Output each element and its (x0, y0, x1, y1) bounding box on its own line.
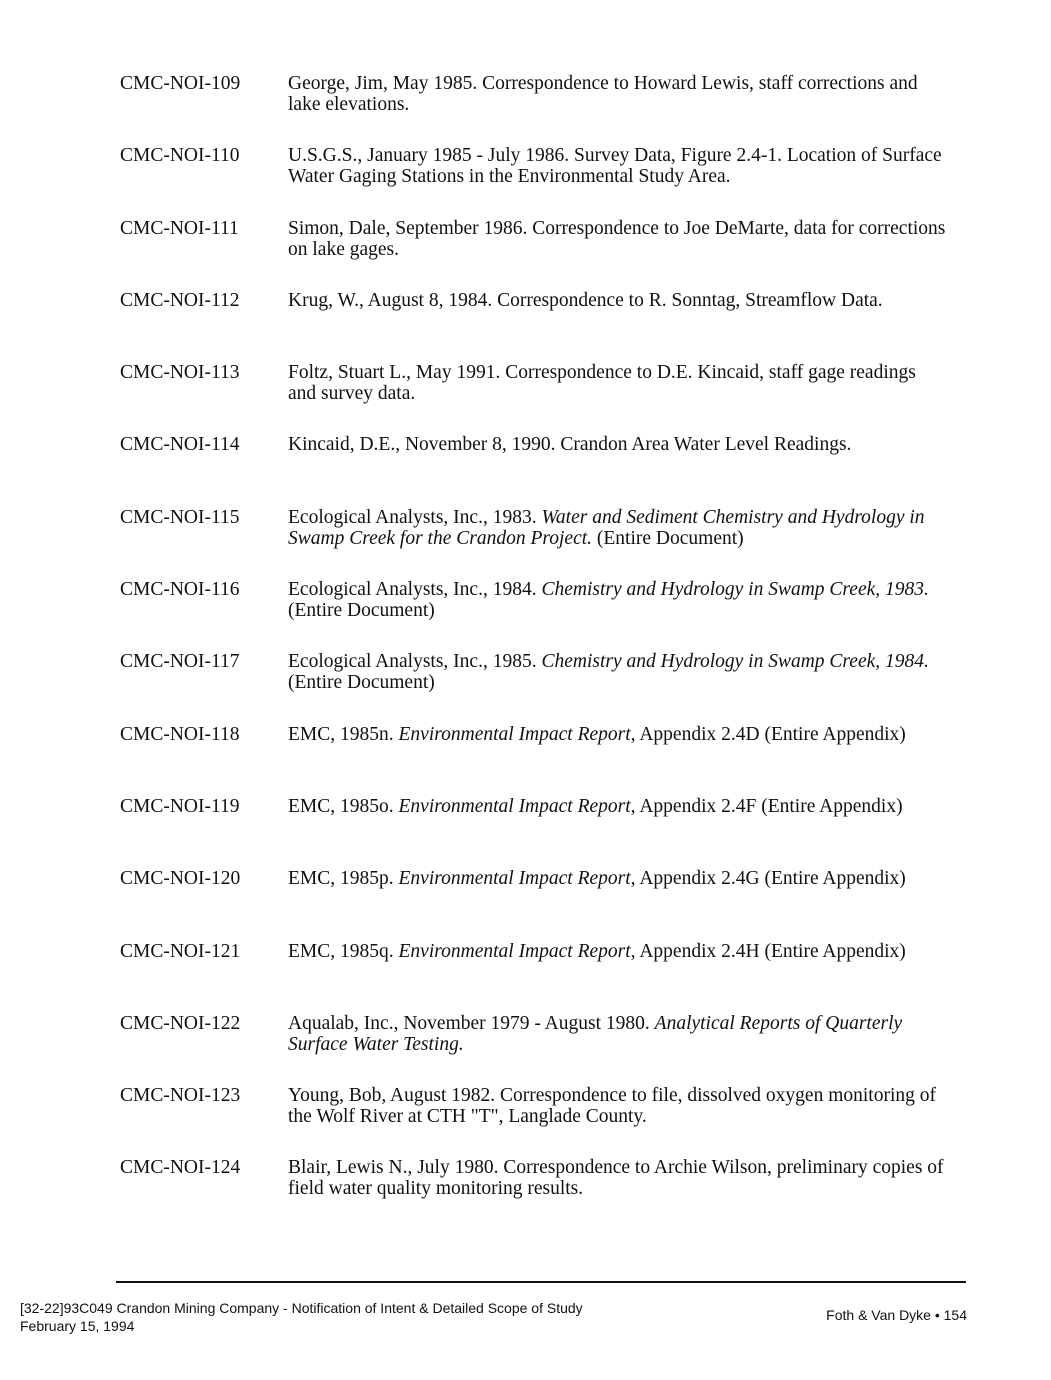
reference-title: Chemistry and Hydrology in Swamp Creek, 1983. (541, 579, 929, 601)
reference-code: CMC-NOI-115 (120, 506, 240, 528)
reference-code: CMC-NOI-109 (120, 73, 241, 94)
reference-code: CMC-NOI-121 (120, 940, 241, 962)
footer-firm-page: Foth & Van Dyke • 154 (826, 1307, 967, 1323)
reference-entry (0, 717, 1051, 789)
reference-text: Krug, W., August 8, 1984. Correspondence to R. Sonntag, Streamflow Data. (288, 289, 883, 311)
reference-entry (0, 1078, 1051, 1150)
reference-description (288, 651, 948, 693)
reference-text: Kincaid, D.E., November 8, 1990. Crandon Area Water Level Readings. (288, 434, 852, 456)
reference-entry (0, 644, 1051, 716)
reference-text: U.S.G.S., January 1985 - July 1986. Survey Data, Figure 2.4-1. Location of Surface Water Gaging Stations in the Environmental Study Area. (288, 145, 942, 188)
reference-title: Environmental Impact Report (398, 795, 631, 817)
reference-entry (0, 934, 1051, 1006)
reference-code: CMC-NOI-123 (120, 1085, 241, 1107)
reference-code: CMC-NOI-118 (120, 723, 240, 745)
reference-description (288, 1085, 948, 1127)
footer-rule (116, 1281, 966, 1283)
reference-title: Analytical Reports of Quarterly Surface Water Testing. (288, 1012, 903, 1055)
reference-entry (0, 211, 1051, 283)
reference-text: Ecological Analysts, Inc., 1984. (288, 579, 542, 601)
reference-text: , Appendix 2.4D (Entire Appendix) (630, 723, 906, 745)
reference-description (288, 579, 948, 621)
reference-text: EMC, 1985o. (288, 795, 399, 817)
reference-entry (0, 861, 1051, 933)
reference-description (288, 145, 948, 187)
reference-code: CMC-NOI-119 (120, 795, 240, 817)
reference-text: , Appendix 2.4H (Entire Appendix) (630, 940, 906, 962)
reference-description (288, 362, 948, 404)
reference-description (288, 73, 948, 115)
reference-code: CMC-NOI-124 (120, 1157, 241, 1179)
reference-description (288, 1013, 948, 1055)
reference-entry (0, 1150, 1051, 1222)
reference-text: Blair, Lewis N., July 1980. Correspondence to Archie Wilson, preliminary copies of field water quality monitoring results. (288, 1157, 944, 1200)
reference-text: EMC, 1985p. (288, 868, 399, 890)
reference-description (288, 290, 948, 311)
reference-text: Young, Bob, August 1982. Correspondence to file, dissolved oxygen monitoring of the Wolf River at CTH "T", Langlade County. (288, 1085, 936, 1128)
reference-description (288, 724, 948, 745)
reference-code: CMC-NOI-112 (120, 289, 240, 311)
reference-entry (0, 500, 1051, 572)
reference-description (288, 796, 948, 817)
reference-code: CMC-NOI-116 (120, 579, 240, 601)
reference-text: George, Jim, May 1985. Correspondence to Howard Lewis, staff corrections and lake elevations. (288, 73, 918, 115)
reference-text: , Appendix 2.4F (Entire Appendix) (630, 795, 903, 817)
reference-entry (0, 355, 1051, 427)
reference-code: CMC-NOI-122 (120, 1012, 241, 1034)
reference-description (288, 218, 948, 260)
reference-code: CMC-NOI-110 (120, 145, 240, 167)
reference-title: Environmental Impact Report (398, 723, 631, 745)
reference-description (288, 941, 948, 962)
footer-date: February 15, 1994 (20, 1318, 135, 1334)
footer-left (20, 1299, 583, 1335)
reference-description (288, 507, 948, 549)
reference-text: Aqualab, Inc., November 1979 - August 1980. (288, 1012, 655, 1034)
reference-code: CMC-NOI-114 (120, 434, 240, 456)
reference-text: (Entire Document) (288, 672, 435, 694)
reference-text: (Entire Document) (288, 600, 435, 622)
reference-title: Environmental Impact Report (398, 868, 631, 890)
reference-entry (0, 283, 1051, 355)
footer-document-line: [32-22]93C049 Crandon Mining Company - Notification of Intent & Detailed Scope of Study (20, 1300, 583, 1316)
reference-text: EMC, 1985q. (288, 940, 399, 962)
reference-entry (0, 572, 1051, 644)
reference-title: Environmental Impact Report (398, 940, 631, 962)
reference-description (288, 434, 948, 455)
reference-text: Ecological Analysts, Inc., 1985. (288, 651, 542, 673)
reference-text: Foltz, Stuart L., May 1991. Correspondence to D.E. Kincaid, staff gage readings and survey data. (288, 362, 916, 405)
reference-text: Ecological Analysts, Inc., 1983. (288, 506, 542, 528)
reference-text: EMC, 1985n. (288, 723, 399, 745)
reference-text: Simon, Dale, September 1986. Correspondence to Joe DeMarte, data for corrections on lake gages. (288, 217, 946, 260)
reference-entry (0, 789, 1051, 861)
reference-code: CMC-NOI-113 (120, 362, 240, 384)
reference-code: CMC-NOI-111 (120, 217, 239, 239)
reference-description (288, 1157, 948, 1199)
reference-code: CMC-NOI-117 (120, 651, 240, 673)
reference-text: , Appendix 2.4G (Entire Appendix) (630, 868, 906, 890)
reference-entry (0, 138, 1051, 210)
reference-list (0, 66, 1051, 1223)
reference-description (288, 868, 948, 889)
reference-title: Chemistry and Hydrology in Swamp Creek, 1984. (541, 651, 929, 673)
reference-entry (0, 66, 1051, 138)
reference-code: CMC-NOI-120 (120, 868, 241, 890)
reference-entry (0, 427, 1051, 499)
reference-title: Water and Sediment Chemistry and Hydrology in Swamp Creek for the Crandon Project. (288, 506, 925, 549)
reference-text: (Entire Document) (592, 527, 744, 549)
reference-entry (0, 1006, 1051, 1078)
